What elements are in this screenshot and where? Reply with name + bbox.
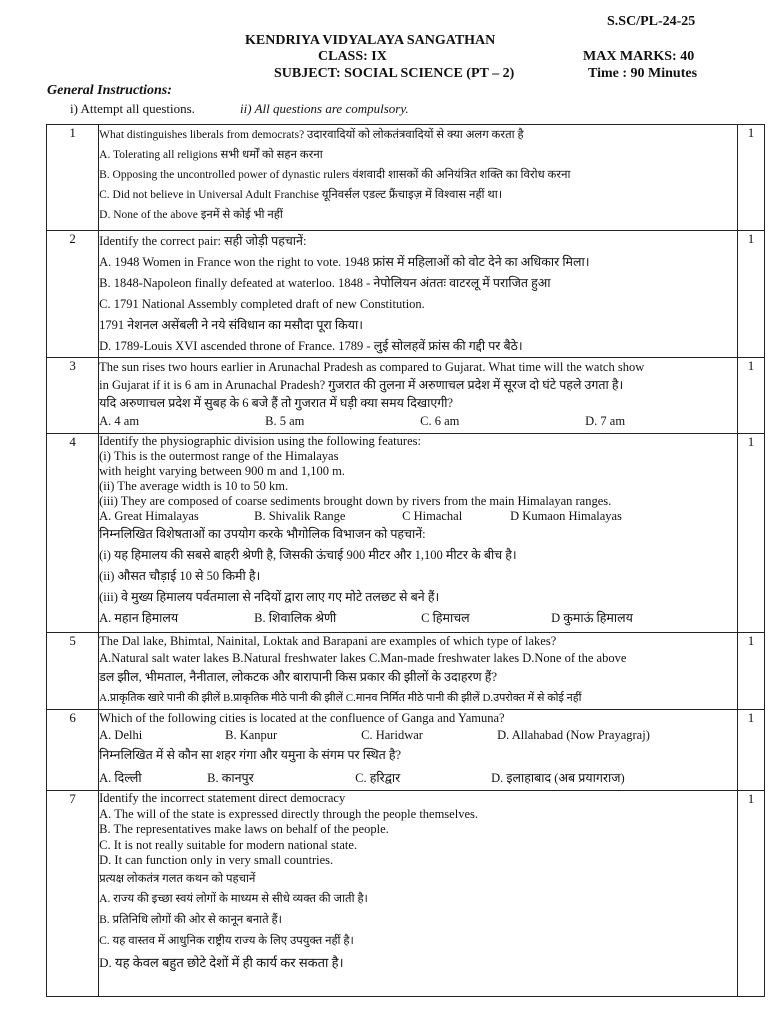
option-c: C. Haridwar	[361, 728, 423, 742]
paper-code: S.SC/PL-24-25	[607, 14, 696, 29]
feature-2: (ii) The average width is 10 to 50 km.	[99, 479, 289, 493]
question-number: 5	[47, 633, 99, 710]
subject-label: SUBJECT: SOCIAL SCIENCE (PT – 2)	[274, 66, 515, 81]
question-marks: 1	[737, 633, 764, 710]
question-text: Which of the following cities is located at the confluence of Ganga and Yamuna?	[99, 711, 505, 725]
class-label: CLASS: IX	[318, 49, 387, 64]
question-number: 2	[47, 231, 99, 358]
feature-3-hindi: (iii) वे मुख्य हिमालय पर्वतमाला से नदियों द्वारा लाए गए मोटे तलछट से बने हैं।	[99, 590, 440, 604]
feature-2-hindi: (ii) औसत चौड़ाई 10 से 50 किमी है।	[99, 569, 261, 583]
options-line-hindi: A.प्राकृतिक खारे पानी की झीलें B.प्राकृतिक मीठे पानी की झीलें C.मानव निर्मित मीठे पानी की झीलें D.उपरोक्त में से कोई नहीं	[99, 692, 582, 704]
question-text-hindi: निम्नलिखित विशेषताओं का उपयोग करके भौगोलिक विभाजन को पहचानें:	[99, 527, 426, 541]
option-a: A. 1948 Women in France won the right to vote. 1948 फ्रांस में महिलाओं को वोट देने का अधिकार मिला।	[99, 255, 590, 269]
option-d-hindi: D. यह केवल बहुत छोटे देशों में ही कार्य कर सकता है।	[99, 954, 344, 970]
question-body	[99, 358, 738, 434]
feature-1-cont: with height varying between 900 m and 1,100 m.	[99, 464, 345, 478]
option-d-hindi: D. इलाहाबाद (अब प्रयागराज)	[491, 771, 625, 785]
option-b-hindi: B. कानपुर	[207, 771, 254, 785]
option-d: D. None of the above इनमें से कोई भी नहीं	[99, 209, 283, 221]
options-line: A.Natural salt water lakes B.Natural freshwater lakes C.Man-made freshwater lakes D.None of the above	[99, 651, 627, 665]
option-b: B. The representatives make laws on behalf of the people.	[99, 822, 389, 836]
question-text: Identify the correct pair: सही जोड़ी पहचानें:	[99, 234, 307, 248]
options-row	[99, 509, 737, 524]
feature-3: (iii) They are composed of coarse sediments brought down by rivers from the main Himalayan ranges.	[99, 494, 612, 508]
question-marks: 1	[737, 231, 764, 358]
option-b: B. 1848-Napoleon finally defeated at waterloo. 1848 - नेपोलियन अंततः वाटरलू में पराजित हुआ	[99, 276, 551, 290]
question-number: 6	[47, 710, 99, 791]
option-d-hindi: D कुमाऊं हिमालय	[551, 611, 633, 625]
option-c: C. Did not believe in Universal Adult Franchise यूनिवर्सल एडल्ट फ्रैंचाइज़ में विश्वास नहीं था।	[99, 189, 503, 201]
option-a: A. Great Himalayas	[99, 509, 199, 523]
question-row	[47, 358, 765, 434]
instruction-1: i) Attempt all questions.	[70, 101, 195, 116]
option-a: A. The will of the state is expressed directly through the people themselves.	[99, 806, 478, 821]
question-number: 7	[47, 791, 99, 997]
question-number: 4	[47, 434, 99, 633]
option-c: C. 1791 National Assembly completed draft of new Constitution.	[99, 297, 425, 311]
option-b-hindi: B. प्रतिनिधि लोगों की ओर से कानून बनाते हैं।	[99, 913, 282, 926]
question-body	[99, 791, 738, 997]
question-body	[99, 633, 738, 710]
question-body	[99, 125, 738, 231]
question-body	[99, 231, 738, 358]
option-c: C. 6 am	[420, 414, 460, 428]
option-a: A. 4 am	[99, 414, 140, 428]
option-b-hindi: B. शिवालिक श्रेणी	[254, 611, 337, 625]
options-row	[99, 412, 737, 430]
feature-1-hindi: (i) यह हिमालय की सबसे बाहरी श्रेणी है, जिसकी ऊंचाई 900 मीटर और 1,100 मीटर के बीच है।	[99, 548, 517, 562]
question-text-hindi: प्रत्यक्ष लोकतंत्र गलत कथन को पहचानें	[99, 872, 256, 885]
question-row	[47, 710, 765, 791]
instructions-heading: General Instructions:	[47, 83, 172, 98]
options-row-hindi	[99, 766, 737, 790]
option-c-hindi: C. यह वास्तव में आधुनिक राष्ट्रीय राज्य के लिए उपयुक्त नहीं है।	[99, 934, 354, 947]
question-marks: 1	[737, 791, 764, 997]
question-row	[47, 791, 765, 997]
question-text-hindi: यदि अरुणाचल प्रदेश में सुबह के 6 बजे हैं तो गुजरात में घड़ी क्या समय दिखाएगी?	[99, 396, 454, 410]
max-marks: MAX MARKS: 40	[583, 49, 695, 64]
question-text: Identify the physiographic division using the following features:	[99, 434, 421, 448]
option-b: B. Opposing the uncontrolled power of dynastic rulers वंशवादी शासकों की अनियंत्रित शक्ति का विरोध करना	[99, 169, 571, 181]
option-c: C. It is not really suitable for modern national state.	[99, 837, 358, 852]
question-text-hindi: निम्नलिखित में से कौन सा शहर गंगा और यमुना के संगम पर स्थित है?	[99, 748, 402, 762]
option-a: A. Delhi	[99, 728, 143, 742]
question-row	[47, 633, 765, 710]
question-marks: 1	[737, 710, 764, 791]
question-row	[47, 125, 765, 231]
option-d: D. 1789-Louis XVI ascended throne of France. 1789 - लुई सोलहवें फ्रांस की गद्दी पर बैठे।	[99, 339, 523, 353]
option-c-hindi: 1791 नेशनल असेंबली ने नये संविधान का मसौदा पूरा किया।	[99, 318, 363, 332]
feature-1: (i) This is the outermost range of the Himalayas	[99, 449, 339, 463]
question-text: What distinguishes liberals from democrats? उदारवादियों को लोकतंत्रवादियों से क्या अलग करता है	[99, 129, 524, 141]
option-b: B. 5 am	[265, 414, 305, 428]
question-row	[47, 434, 765, 633]
question-text-hindi: डल झील, भीमताल, नैनीताल, लोकटक और बारापानी किस प्रकार की झीलों के उदाहरण हैं?	[99, 670, 497, 684]
question-body	[99, 434, 738, 633]
question-text: Identify the incorrect statement direct democracy	[99, 791, 346, 805]
option-d: D. Allahabad (Now Prayagraj)	[497, 728, 650, 742]
organization-title: KENDRIYA VIDYALAYA SANGATHAN	[245, 33, 496, 48]
option-b: B. Kanpur	[225, 728, 278, 742]
options-row	[99, 727, 737, 744]
option-c-hindi: C. हरिद्वार	[355, 771, 401, 785]
option-b: B. Shivalik Range	[254, 509, 346, 523]
question-body	[99, 710, 738, 791]
question-text: The sun rises two hours earlier in Arunachal Pradesh as compared to Gujarat. What time will the watch show	[99, 360, 645, 374]
question-marks: 1	[737, 125, 764, 231]
question-text: in Gujarat if it is 6 am in Arunachal Pradesh? गुजरात की तुलना में अरुणाचल प्रदेश में सूरज दो घंटे पहले उगता है।	[99, 378, 624, 392]
option-d: D. It can function only in very small countries.	[99, 853, 334, 867]
option-a: A. Tolerating all religions सभी धर्मों को सहन करना	[99, 149, 323, 161]
question-number: 3	[47, 358, 99, 434]
option-d: D. 7 am	[585, 414, 626, 428]
question-row	[47, 231, 765, 358]
question-marks: 1	[737, 434, 764, 633]
question-marks: 1	[737, 358, 764, 434]
instruction-2: ii) All questions are compulsory.	[240, 101, 409, 116]
time-allowed: Time : 90 Minutes	[588, 66, 698, 81]
question-text: The Dal lake, Bhimtal, Nainital, Loktak and Barapani are examples of which type of lakes?	[99, 634, 557, 648]
question-number: 1	[47, 125, 99, 231]
option-c: C Himachal	[402, 509, 463, 523]
option-c-hindi: C हिमाचल	[421, 611, 470, 625]
option-a-hindi: A. दिल्ली	[99, 771, 142, 785]
option-a-hindi: A. राज्य की इच्छा स्वयं लोगों के माध्यम से सीधे व्यक्त की जाती है।	[99, 892, 368, 905]
option-d: D Kumaon Himalayas	[510, 509, 622, 523]
options-row-hindi	[99, 608, 737, 629]
question-table	[46, 124, 765, 997]
option-a-hindi: A. महान हिमालय	[99, 611, 179, 625]
